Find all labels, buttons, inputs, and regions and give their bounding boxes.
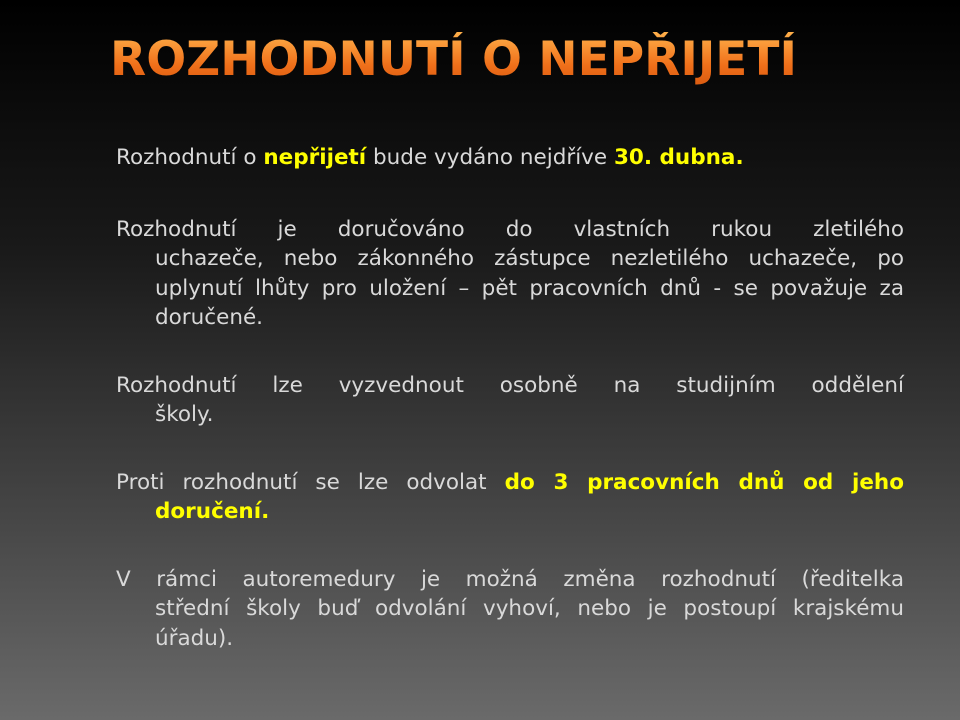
paragraph-rest: střední školy buď odvolání vyhoví, nebo je postoupí krajskému úřadu).	[155, 596, 904, 651]
paragraph-line-first: Rozhodnutí lze vyzvednout osobně na studijním oddělení	[116, 372, 904, 398]
paragraph-line-first: V rámci autoremedury je možná změna rozhodnutí (ředitelka	[116, 566, 904, 592]
text: bude vydáno nejdříve	[366, 145, 614, 170]
paragraph-line-first: Rozhodnutí je doručováno do vlastních rukou zletilého	[116, 216, 904, 242]
slide-title: ROZHODNUTÍ O NEPŘIJETÍ	[110, 32, 910, 87]
highlight-nepřijetí: nepřijetí	[263, 145, 367, 170]
paragraph-autoremedy	[116, 565, 904, 654]
paragraph-rest: uchazeče, nebo zákonného zástupce nezletilého uchazeče, po uplynutí lhůty pro uložení – pět pracovních dnů - se považuje za doručené.	[155, 246, 904, 330]
highlight-date: 30. dubna.	[613, 145, 744, 170]
slide-content	[116, 143, 904, 691]
paragraph-rest: školy.	[155, 402, 214, 427]
paragraph-line-first	[116, 468, 904, 498]
text: Proti rozhodnutí se lze odvolat	[116, 469, 505, 495]
text: Rozhodnutí o	[116, 145, 264, 170]
paragraph-pickup	[116, 371, 904, 430]
paragraph-appeal	[116, 468, 904, 527]
paragraph-delivery	[116, 215, 904, 333]
paragraph-decision-date	[116, 143, 904, 173]
highlight-appeal-deadline: do 3 pracovních dnů od jeho	[504, 469, 904, 495]
highlight-appeal-delivery: doručení.	[155, 499, 270, 524]
